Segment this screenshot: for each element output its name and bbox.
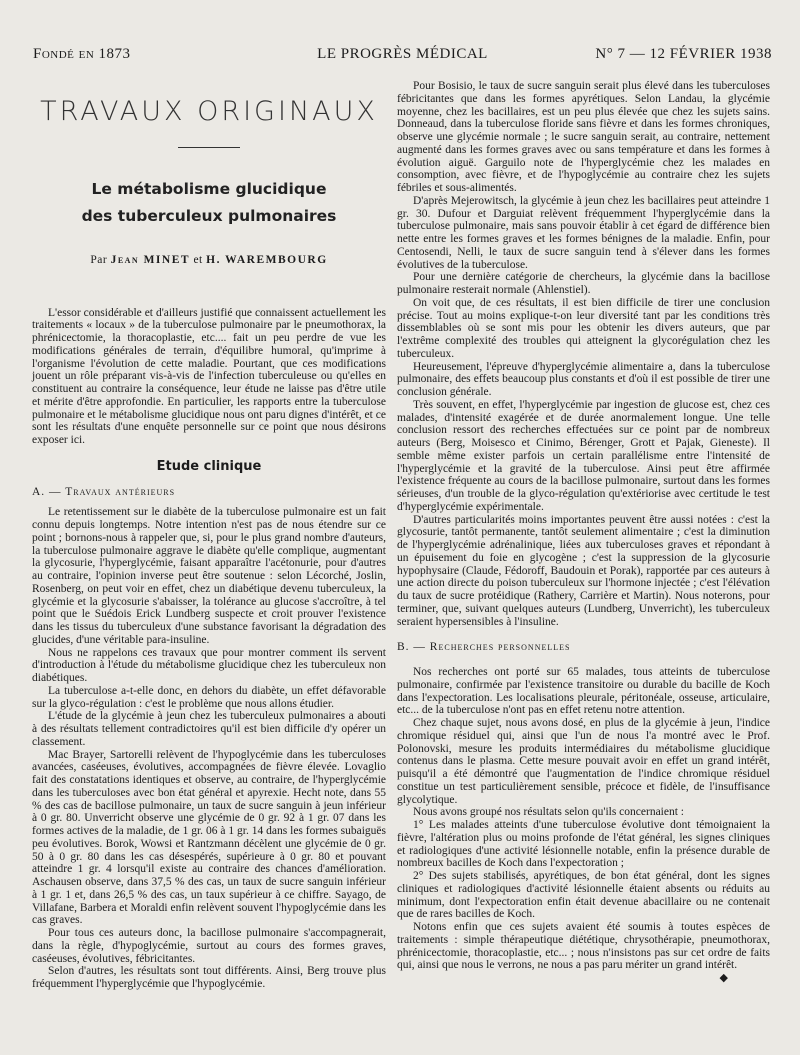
byline-prefix: Par: [90, 253, 108, 266]
paragraph: Le retentissement sur le diabète de la tuberculose pulmonaire est un fait connu depuis longtemps. Notre intention n'est pas de nous étendre sur ce point ; bornons-nous à rappeler que, si, pour le plus grand nombre d'auteurs, la tuberculose pulmonaire aggrave le diabète qu'elle complique, augmentant la glycosurie, l'hyperglycémie, faisant apparaître l'acétonurie, pour d'autres au contraire, l'opinion inverse peut être soutenue : selon Lécorché, Joslin, Rosenberg, on peut voir en effet, chez un diabétique devenu tuberculeux, la glycémie et la glycosurie s'abaisser, la tolérance au glucose s'accroître, à tel point que le Suédois Erick Lundberg suspecte et croit prouver l'existence dans les tissus du tuberculeux d'une substance favorisant la dégradation des glucides, d'une véritable para-insuline.: [32, 506, 386, 646]
byline-and: et: [193, 253, 203, 266]
paragraph: Pour une dernière catégorie de chercheurs, la glycémie dans la bacillose pulmonaire resterait normale (Ahlenstiel).: [397, 271, 770, 296]
paragraph: Mac Brayer, Sartorelli relèvent de l'hypoglycémie dans les tuberculoses avancées, caséeuses, évolutives, accompagnées de fièvre élevée. Lovaglio fait des constatations identiques et observe, au contraire, de l'hyperglycémie dans les tuberculoses avec bon état général et apyrexie. Hecht note, dans 55 % des cas de bacillose pulmonaire, un taux de sucre sanguin à jeun inférieur à 0 gr. 80. Unverricht observe une glycémie de 0 gr. 92 à 1 gr. 07 dans les formes actives de la maladie, de 1 gr. 06 à 1 gr. 14 dans les formes subaiguës peu évolutives. Borok, Wowsi et Rantzmann décèlent une glycémie de 0 gr. 50 à 0 gr. 80 dans les cas désespérés, supérieure à 0 gr. 80 et pouvant atteindre 1 gr. 4 lorsqu'il existe au contraire des chances d'amélioration. Aschausen observe, dans 37,5 % des cas, un taux de sucre sanguin inférieur à 1 gr. 1 et, dans 26,5 % des cas, un taux supérieur à ce chiffre. Sayago, de Villafane, Barbera et Moraldi enfin relèvent souvent l'hypoglycémie dans les cas graves.: [32, 748, 386, 927]
paragraph: D'après Mejerowitsch, la glycémie à jeun chez les bacillaires peut atteindre 1 gr. 30. Dufour et Darguiat relèvent fréquemment l'hyperglycémie dans la tuberculose pulmonaire, mais sans pouvoir établir à cet égard de différence bien nette entre les formes graves et les formes bénignes de la maladie. Enfin, pour Centosendi, Nelli, le taux de sucre sanguin tend à s'élever dans les formes évolutives de la tuberculose.: [397, 194, 770, 271]
journal-title: LE PROGRÈS MÉDICAL: [317, 46, 488, 62]
section-kicker: TRAVAUX ORIGINAUX: [40, 96, 378, 127]
left-column: [32, 80, 386, 991]
paragraph: D'autres particularités moins importantes peuvent être aussi notées : c'est la glycosurie, tantôt permanente, tantôt seulement alimentaire ; c'est la diminution de l'hyperglycémie adrénalinique, liées aux tuberculoses graves et répondant à un épuisement du foie en glycogène ; c'est la suppression de la glycosurie hypophysaire (Claude, Fédoroff, Baudouin et Porak), rapportée par ces auteurs à une action directe du poison tuberculeux sur l'hormone injectée ; c'est l'élévation du taux de sucre protéidique (Rathery, Carrière et Martin). Nous noterons, pour terminer, que, suivant quelques auteurs (Lundberg, Unverricht), les tuberculeux seraient hypersensibles à l'insuline.: [397, 513, 770, 628]
paragraph: Heureusement, l'épreuve d'hyperglycémie alimentaire a, dans la tuberculose pulmonaire, des effets beaucoup plus constants et d'où il est possible de tirer une conclusion générale.: [397, 360, 770, 398]
paragraph: Nos recherches ont porté sur 65 malades, tous atteints de tuberculose pulmonaire, confirmée par l'existence transitoire ou durable du bacille de Koch dans l'expectoration. Les localisations pleurale, péritonéale, osseuse, articulaire, etc... de la tuberculose n'ont pas en effet retenu notre attention.: [397, 666, 770, 717]
author-2: H. WAREMBOURG: [206, 253, 328, 266]
author-1: Jean MINET: [110, 253, 191, 266]
subsection-b-heading: B. — Recherches personnelles: [397, 641, 571, 654]
paragraph: Chez chaque sujet, nous avons dosé, en plus de la glycémie à jeun, l'indice chromique résiduel qui, ainsi que l'un de nous l'a montré avec le Prof. Polonovski, mesure les produits intermédiaires du métabolisme glucidique contenus dans le plasma. Cette mesure pouvait avoir en effet un grand intérêt, puisqu'il a été démontré que l'augmentation de l'indice chromique résiduel constitue un test particulièrement sensible, précoce et fidèle, de l'insuffisance glycolytique.: [397, 717, 770, 806]
article-title-line1: Le métabolisme glucidique: [91, 179, 327, 198]
byline: [32, 254, 386, 267]
article-title: [32, 176, 386, 230]
intro-paragraph: L'essor considérable et d'ailleurs justifié que connaissent actuellement les traitements « locaux » de la tuberculose pulmonaire par le pneumothorax, la phrénicectomie, la thoracoplastie, etc.... fait un peu perdre de vue les modifications générales de terrain, d'équilibre humoral, qu'imprime à l'organisme l'évolution de cette maladie. Pourtant, que ces modifications jouent un rôle préparant vis-à-vis de l'infection tuberculeuse ou qu'elles en constituent au contraire la conséquence, leur étude ne laisse pas d'être utile et mérite d'être approfondie. En particulier, les rapports entre la tuberculose pulmonaire et le métabolisme glucidique nous ont paru dignes d'intérêt, et ce sont les résultats d'une enquête personnelle sur ce point que nous désirons exposer ici.: [32, 306, 386, 446]
issue-date: N° 7 — 12 FÉVRIER 1938: [595, 46, 772, 62]
paragraph: Nous avons groupé nos résultats selon qu'ils concernaient :: [413, 806, 684, 819]
paragraph: On voit que, de ces résultats, il est bien difficile de tirer une conclusion précise. Tout au moins explique-t-on leur diversité tant par les conditions très dissemblables où se sont mis pour les obtenir les divers auteurs, que par l'extrême complexité des troubles qui atteignent la glycorégulation chez les tuberculeux.: [397, 296, 770, 360]
paragraph: Nous ne rappelons ces travaux que pour montrer comment ils servent d'introduction à l'étude du métabolisme glucidique chez les tuberculeux non diabétiques.: [32, 646, 386, 684]
section-heading: Etude clinique: [156, 458, 262, 474]
paragraph: Selon d'autres, les résultats sont tout différents. Ainsi, Berg trouve plus fréquemment l'hyperglycémie que l'hypoglycémie.: [32, 965, 386, 990]
paragraph: L'étude de la glycémie à jeun chez les tuberculeux pulmonaires a abouti à des résultats tellement contradictoires qu'il est bien difficile d'y opérer un classement.: [32, 710, 386, 748]
paragraph: 2° Des sujets stabilisés, apyrétiques, de bon état général, dont les signes cliniques et radiologiques d'activité lésionnelle étaient absents ou réduits au minimum, dont l'expectoration enfin était devenue abacillaire ou ne contenait que de rares bacilles de Koch.: [397, 870, 770, 921]
end-mark-icon: ◆: [719, 972, 728, 984]
divider-rule: [178, 147, 240, 148]
paragraph: Pour Bosisio, le taux de sucre sanguin serait plus élevé dans les tuberculoses fébricitantes que dans les formes apyrétiques. Selon Landau, la glycémie moyenne, chez les bacillaires, est un peu plus élevée que chez les sujets sains. Donneaud, dans la tuberculose floride sans fièvre et dans les formes chroniques, observe une glycémie normale ; le sucre sanguin serait, au contraire, nettement augmenté dans les formes graves avec ou sans température et dans les formes à évolution aiguë. Garguilo note de l'hyperglycémie chez les malades en consomption, avec fièvre, et de l'hypoglycémie au contraire chez les sujets fébriles et sous-alimentés.: [397, 80, 770, 194]
paragraph: Très souvent, en effet, l'hyperglycémie par ingestion de glucose est, chez ces malades, d'intensité exagérée et de durée anormalement longue. Une telle conclusion ressort des recherches effectuées sur ce point par de nombreux auteurs (Berg, Moisesco et Cinimo, Bérenger, Grott et Pajak, Gieneste). Il semble même exister parfois un certain parallélisme entre l'intensité de l'hyperglycémie et la gravité de la tuberculose. Ainsi peut être affirmée l'existence fréquente au cours de la bacillose pulmonaire, surtout dans les formes sérieuses, d'un trouble de la glyco-régulation qu'extériorise avec certitude le test d'hyperglycémie expérimentale.: [397, 398, 770, 513]
founded-note: Fondé en 1873: [33, 46, 131, 62]
paragraph: 1° Les malades atteints d'une tuberculose évolutive dont témoignaient la fièvre, l'altération plus ou moins profonde de l'état général, les signes cliniques et radiologiques d'une activité lésionnelle notable, enfin la présence durable de nombreux bacilles de Koch dans l'expectoration ;: [397, 819, 770, 870]
subsection-a-heading: A. — Travaux antérieurs: [32, 485, 176, 498]
right-column: [397, 80, 770, 985]
paragraph: La tuberculose a-t-elle donc, en dehors du diabète, un effet défavorable sur la glyco-régulation : c'est le problème que nous allons étudier.: [32, 684, 386, 710]
page-header: [33, 46, 772, 68]
paragraph: Notons enfin que ces sujets avaient été soumis à toutes espèces de traitements : simple thérapeutique diététique, chrysothérapie, pneumothorax, phrénicectomie, thoracoplastie, etc... ; nous n'insistons pas sur cet ordre de faits qui, ainsi que nous le verrons, ne nous a pas paru mériter un grand intérêt.: [397, 921, 770, 972]
article-title-line2: des tuberculeux pulmonaires: [81, 206, 337, 225]
paragraph: Pour tous ces auteurs donc, la bacillose pulmonaire s'accompagnerait, dans la règle, d'hypoglycémie, surtout au cours des formes graves, caséeuses, évolutives, fébricitantes.: [32, 927, 386, 965]
